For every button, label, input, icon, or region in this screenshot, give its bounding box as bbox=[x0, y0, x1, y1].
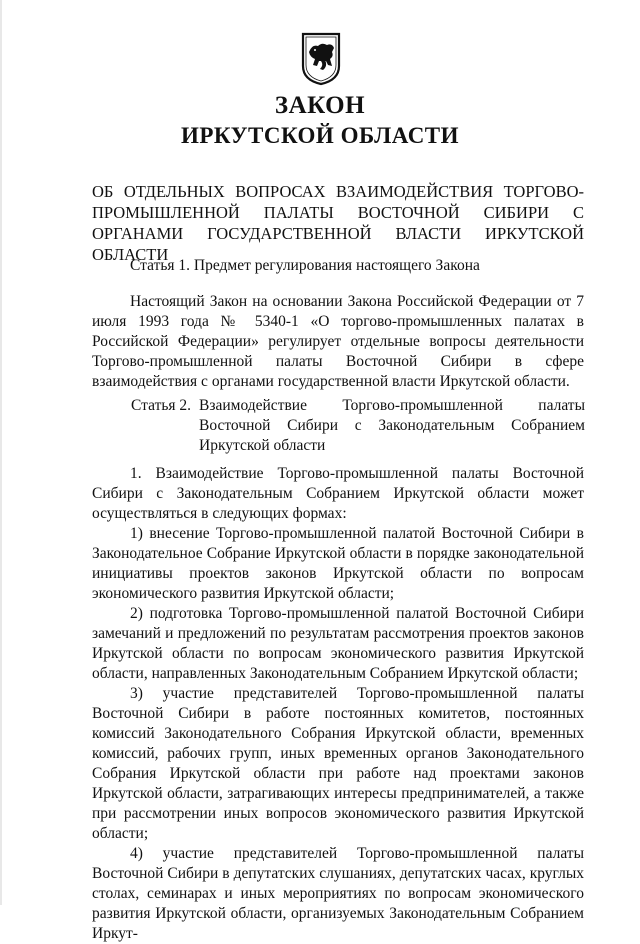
coat-of-arms-icon bbox=[299, 30, 343, 86]
law-title: ЗАКОН bbox=[274, 92, 366, 119]
paragraph-item: 1. Взаимодействие Торгово-промышленной палаты Восточной Сибири с Законодательным Собранием Иркутской области может осуществляться в следующих формах: bbox=[92, 465, 584, 522]
law-region-title: ИРКУТСКОЙ ОБЛАСТИ bbox=[180, 123, 460, 148]
article-2-body bbox=[92, 464, 584, 944]
paragraph-item: 4) участие представителей Торгово-промышленной палаты Восточной Сибири в депутатских слушаниях, депутатских часах, круглых столах, семинарах и иных мероприятиях по вопросам экономического развития Иркутской области, организуемых Законодательным Собранием Иркут- bbox=[92, 845, 584, 942]
paragraph-item: 3) участие представителей Торгово-промышленной палаты Восточной Сибири в работе постоянных комитетов, постоянных комиссий Законодательного Собрания Иркутской области, временных комиссий, рабочих групп, иных временных органов Законодательного Собрания Иркутской области при работе над проектами законов Иркутской области, затрагивающих интересы предпринимателей, а также при рассмотрении иных вопросов экономического развития Иркутской области; bbox=[92, 685, 584, 842]
paragraph-item: 2) подготовка Торгово-промышленной палатой Восточной Сибири замечаний и предложений по результатам рассмотрения проектов законов Иркутской области по вопросам экономического развития Иркутской области, направленных Законодательным Собранием Иркутской области; bbox=[92, 605, 584, 682]
law-subject: ОБ ОТДЕЛЬНЫХ ВОПРОСАХ ВЗАИМОДЕЙСТВИЯ ТОРГОВО-ПРОМЫШЛЕННОЙ ПАЛАТЫ ВОСТОЧНОЙ СИБИРИ С ОРГАНАМИ ГОСУДАРСТВЕННОЙ ВЛАСТИ ИРКУТСКОЙ ОБЛАСТИ bbox=[92, 182, 584, 264]
article-2-heading bbox=[131, 396, 585, 456]
article-1-heading: Статья 1. Предмет регулирования настоящего Закона bbox=[130, 257, 480, 274]
article-2-label: Статья 2. bbox=[131, 397, 192, 414]
article-1-text: Настоящий Закон на основании Закона Российской Федерации от 7 июля 1993 года № 5340-1 «О торгово-промышленных палатах в Российской Федерации» регулирует отдельные вопросы деятельности Торгово-промышленной палаты Восточной Сибири в сфере взаимодействия с органами государственной власти Иркутской области. bbox=[92, 293, 584, 390]
article-2-title: Взаимодействие Торгово-промышленной палаты Восточной Сибири с Законодательным Собранием Иркутской области bbox=[199, 397, 585, 454]
paragraph-item: 1) внесение Торгово-промышленной палатой Восточной Сибири в Законодательное Собрание Иркутской области в порядке законодательной инициативы проектов законов Иркутской области по вопросам экономического развития Иркутской области; bbox=[92, 525, 584, 602]
